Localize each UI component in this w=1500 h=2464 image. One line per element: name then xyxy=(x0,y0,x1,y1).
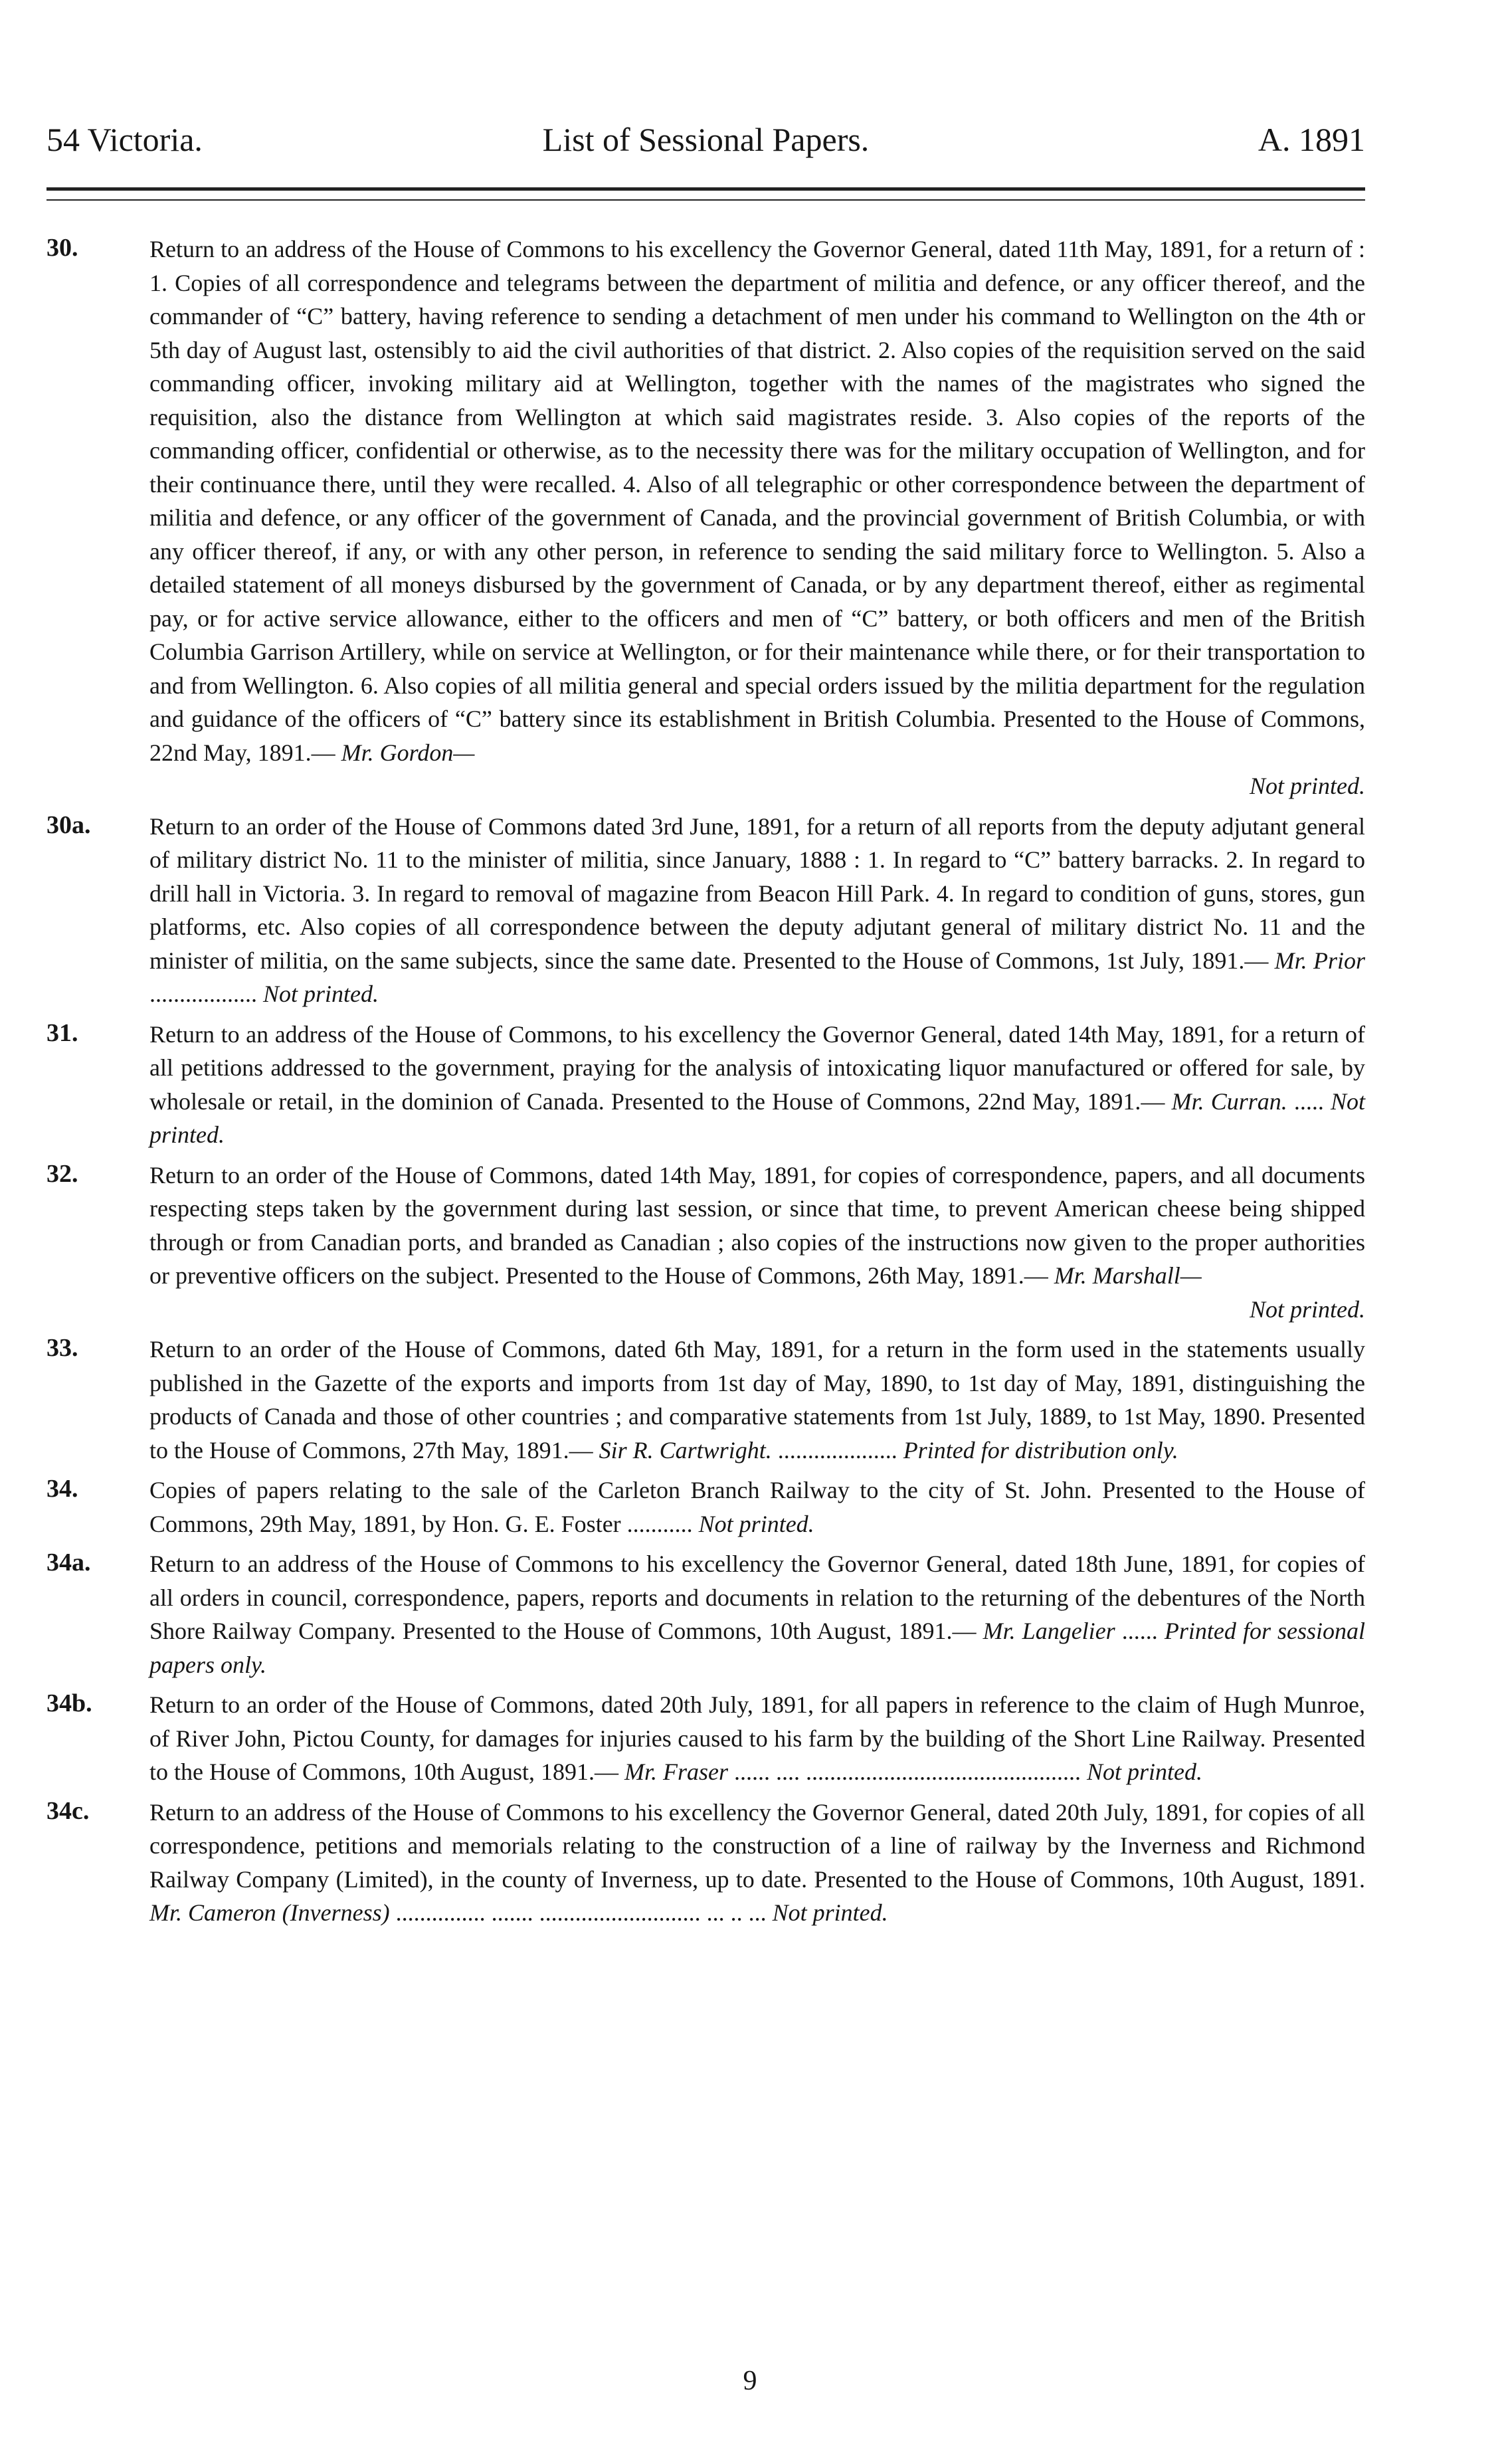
presenter-name: Mr. Prior xyxy=(1274,947,1365,974)
list-item xyxy=(47,233,1365,803)
presenter-name: Mr. Langelier xyxy=(983,1618,1115,1644)
presenter-name: Mr. Curran. xyxy=(1171,1088,1287,1115)
paper-description: Return to an address of the House of Commons, to his excellency the Governor General, dated 14th May, 1891, for a return of all petitions addressed to the government, praying for the analysis of intoxicating liquor manufactured or offered for sale, by wholesale or retail, in the dominion of Canada. Presented to the House of Commons, 22nd May, 1891.— xyxy=(149,1020,1365,1115)
presenter-name: Mr. Fraser xyxy=(624,1758,729,1785)
list-item xyxy=(47,1688,1365,1789)
list-item xyxy=(47,1796,1365,1930)
list-item xyxy=(47,1547,1365,1681)
presenter-name: Sir R. Cartwright. xyxy=(599,1436,772,1464)
print-status: Not printed. xyxy=(1249,773,1365,799)
paper-number: 34b. xyxy=(47,1689,92,1717)
print-status: Printed for distribution only. xyxy=(903,1436,1178,1464)
list-item xyxy=(47,1018,1365,1152)
paper-number: 34c. xyxy=(47,1796,90,1825)
page-header xyxy=(47,113,1365,166)
paper-description: Copies of papers relating to the sale of the Carleton Branch Railway to the city of St. John. Presented to the House of Commons, 29th May, 1891, by Hon. G. E. Foster xyxy=(149,1477,1365,1537)
dot-leader: ...... .... .............................................. xyxy=(734,1758,1081,1785)
paper-description: Return to an order of the House of Commons, dated 20th July, 1891, for all papers in reference to the claim of Hugh Munroe, of River John, Pictou County, for damages for injuries caused to his farm by the building of the Short Line Railway. Presented to the House of Commons, 10th August, 1891.— xyxy=(149,1691,1365,1785)
paper-description: Return to an address of the House of Commons to his excellency the Governor General, dated 11th May, 1891, for a return of : 1. Copies of all correspondence and telegrams between the department of militia and defence, or any officer thereof, and the commander of “C” battery, having reference to sending a detachment of men under his command to Wellington on the 4th or 5th day of August last, ostensibly to aid the civil authorities of that district. 2. Also copies of the requisition served on the said commanding officer, invoking military aid at Wellington, together with the names of the magistrates who signed the requisition, also the distance from Wellington at which said magistrates reside. 3. Also copies of the reports of the commanding officer, confidential or otherwise, as to the necessity there was for the military occupation of Wellington, and for their continuance there, until they were recalled. 4. Also of all telegraphic or other correspondence between the department of militia and defence, or any officer of the government of Canada, and the provincial government of British Columbia, or with any officer thereof, if any, or with any other person, in reference to sending the said military force to Wellington. 5. Also a detailed statement of all moneys disbursed by the government of Canada, or by any department thereof, either as regimental pay, or for active service allowance, either to the officers and men of “C” battery, or both officers and men of the British Columbia Garrison Artillery, while on service at Wellington, or for their maintenance while there, or for their transportation to and from Wellington. 6. Also copies of all militia general and special orders issued by the militia department for the regulation and guidance of the officers of “C” battery since its establishment in British Columbia. Presented to the House of Commons, 22nd May, 1891.— xyxy=(149,236,1365,766)
list-item xyxy=(47,1333,1365,1467)
page-number: 9 xyxy=(743,2366,757,2396)
paper-number: 34a. xyxy=(47,1549,91,1576)
paper-number: 30a. xyxy=(47,810,91,839)
dot-leader: ............... ....... ........................... ... .. ... xyxy=(395,1899,767,1926)
paper-number: 30. xyxy=(47,234,78,262)
presenter-name: Mr. Gordon— xyxy=(341,739,475,766)
dot-leader: ..... xyxy=(1293,1088,1324,1115)
paper-description: Return to an order of the House of Commons dated 3rd June, 1891, for a return of all reports from the deputy adjutant general of military district No. 11 to the minister of militia, since January, 1888 : 1. In regard to “C” battery barracks. 2. In regard to drill hall in Victoria. 3. In regard to removal of magazine from Beacon Hill Park. 4. In regard to condition of guns, stores, gun platforms, etc. Also copies of all correspondence between the deputy adjutant general of military district No. 11 and the minister of militia, on the same subjects, since the same date. Presented to the House of Commons, 1st July, 1891.— xyxy=(149,812,1365,974)
dot-leader: .................. xyxy=(149,981,257,1007)
print-status: Not printed. xyxy=(1087,1758,1203,1785)
paper-number: 31. xyxy=(47,1018,78,1047)
dot-leader: .................... xyxy=(777,1436,897,1464)
header-title: List of Sessional Papers. xyxy=(542,121,870,158)
paper-description: Return to an order of the House of Commons, dated 14th May, 1891, for copies of correspondence, papers, and all documents respecting steps taken by the government during last session, or since that time, to prevent American cheese being shipped through or from Canadian ports, and branded as Canadian ; also copies of the instructions now given to the proper authorities or preventive officers on the subject. Presented to the House of Commons, 26th May, 1891.— xyxy=(149,1161,1365,1289)
paper-description: Return to an order of the House of Commons, dated 6th May, 1891, for a return in the form used in the statements usually published in the Gazette of the exports and imports from 1st day of May, 1890, to 1st day of May, 1891, distinguishing the products of Canada and those of other countries ; and comparative statements from 1st July, 1889, to 1st May, 1890. Presented to the House of Commons, 27th May, 1891.— xyxy=(149,1336,1365,1464)
print-status: Not printed. xyxy=(698,1510,814,1537)
header-session: 54 Victoria. xyxy=(47,121,203,158)
sessional-papers-list xyxy=(47,233,1365,1937)
print-status: Not printed. xyxy=(149,1088,1366,1148)
print-status: Not printed. xyxy=(772,1899,888,1926)
paper-description: Return to an address of the House of Commons to his excellency the Governor General, dated 20th July, 1891, for copies of all correspondence, petitions and memorials relating to the construction of a line of railway by the Inverness and Richmond Railway Company (Limited), in the county of Inverness, up to date. Presented to the House of Commons, 10th August, 1891. xyxy=(149,1798,1365,1893)
paper-number: 34. xyxy=(47,1475,78,1503)
print-status: Not printed. xyxy=(263,981,379,1007)
list-item xyxy=(47,810,1365,1011)
header-rule-thin xyxy=(47,199,1365,201)
print-status: Printed for sessional papers only. xyxy=(149,1618,1366,1678)
list-item xyxy=(47,1473,1365,1541)
presenter-name: Mr. Cameron (Inverness) xyxy=(149,1899,390,1926)
paper-description: Return to an address of the House of Commons to his excellency the Governor General, dated 18th June, 1891, for copies of all orders in council, correspondence, papers, reports and documents in relation to the returning of the debentures of the North Shore Railway Company. Presented to the House of Commons, 10th August, 1891.— xyxy=(149,1551,1365,1644)
paper-number: 33. xyxy=(47,1334,78,1362)
print-status: Not printed. xyxy=(1249,1295,1365,1323)
dot-leader: ...... xyxy=(1121,1618,1158,1644)
list-item xyxy=(47,1159,1365,1327)
paper-number: 32. xyxy=(47,1159,78,1188)
header-rule-thick xyxy=(47,187,1365,191)
header-year: A. 1891 xyxy=(1258,121,1365,158)
presenter-name: Mr. Marshall— xyxy=(1054,1262,1202,1289)
dot-leader: ........... xyxy=(626,1510,693,1537)
